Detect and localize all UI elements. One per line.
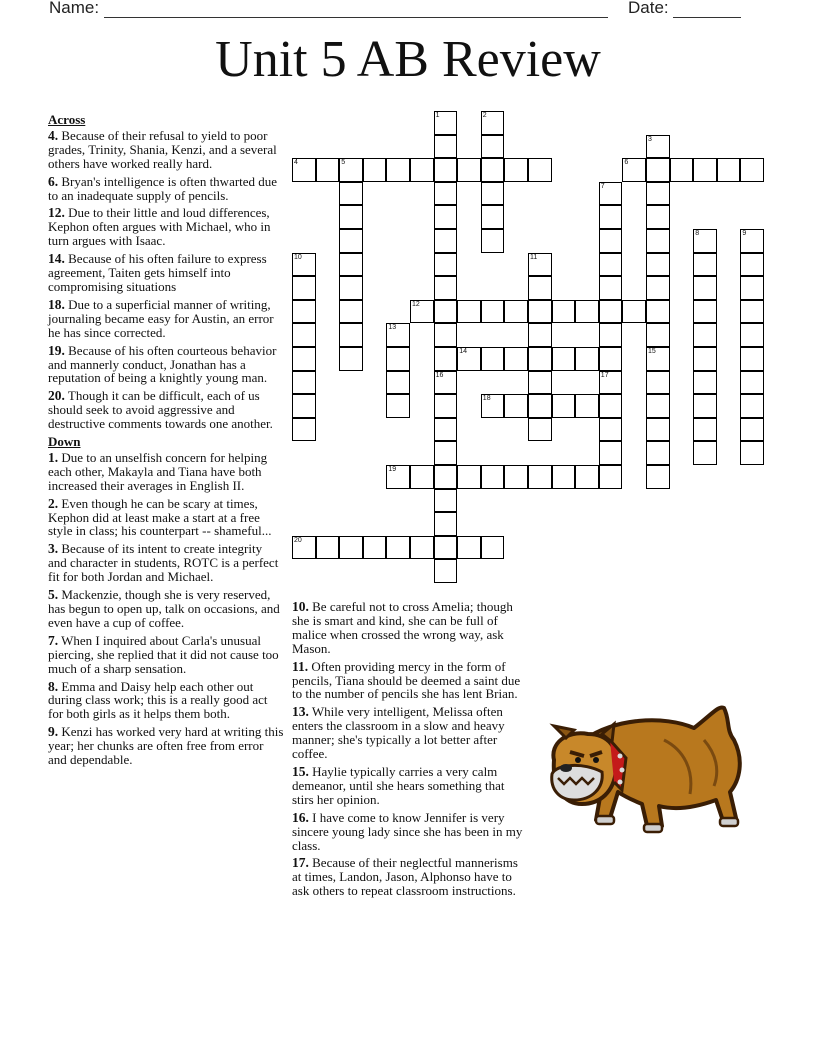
- clue-text: Emma and Daisy help each other out during class work; this is a really good act for both girls as it helps them both.: [48, 678, 268, 722]
- grid-cell[interactable]: [504, 394, 528, 418]
- clue-number: 5.: [48, 587, 59, 603]
- grid-cell[interactable]: [434, 205, 458, 229]
- grid-cell[interactable]: [646, 253, 670, 277]
- grid-cell[interactable]: [599, 465, 623, 489]
- clue-number: 18.: [48, 296, 65, 312]
- grid-cell[interactable]: [693, 300, 717, 324]
- cell-number: 9: [742, 230, 747, 237]
- clue-number: 9.: [48, 724, 59, 740]
- grid-cell[interactable]: [646, 229, 670, 253]
- clue-text: Due to a superficial manner of writing, journaling became easy for Austin, an error he has since corrected.: [48, 296, 274, 340]
- grid-cell[interactable]: [599, 418, 623, 442]
- grid-cell[interactable]: [457, 158, 481, 182]
- clue-number: 15.: [292, 763, 309, 779]
- grid-cell[interactable]: [528, 394, 552, 418]
- grid-cell[interactable]: [292, 158, 316, 182]
- grid-cell[interactable]: [599, 394, 623, 418]
- cell-number: 1: [435, 112, 440, 119]
- grid-cell[interactable]: [693, 229, 717, 253]
- clue-text: Kenzi has worked very hard at writing this year; her chunks are often free from error and dependable.: [48, 724, 284, 768]
- grid-cell[interactable]: [693, 441, 717, 465]
- clue-item: [48, 497, 284, 539]
- grid-cell[interactable]: [386, 465, 410, 489]
- grid-cell[interactable]: [693, 371, 717, 395]
- clue-text: Bryan's intelligence is often thwarted due to an inadequate supply of pencils.: [48, 173, 278, 203]
- down-clue-list: [48, 451, 284, 767]
- grid-cell[interactable]: [740, 253, 764, 277]
- page-title: Unit 5 AB Review: [215, 31, 601, 88]
- clue-item: [48, 129, 284, 171]
- clue-number: 8.: [48, 678, 59, 694]
- clue-text: When I inquired about Carla's unusual piercing, she replied that it did not cause too much of a sharp sensation.: [48, 632, 279, 676]
- grid-cell[interactable]: [434, 394, 458, 418]
- clue-item: [48, 206, 284, 248]
- grid-cell[interactable]: [292, 536, 316, 560]
- grid-cell[interactable]: [646, 418, 670, 442]
- grid-cell[interactable]: [740, 418, 764, 442]
- grid-cell[interactable]: [528, 253, 552, 277]
- grid-cell[interactable]: [481, 205, 505, 229]
- cell-number: 2: [482, 112, 487, 119]
- grid-cell[interactable]: [434, 182, 458, 206]
- grid-cell[interactable]: [528, 300, 552, 324]
- grid-cell[interactable]: [646, 158, 670, 182]
- grid-cell[interactable]: [693, 276, 717, 300]
- grid-cell[interactable]: [386, 347, 410, 371]
- clue-number: 12.: [48, 205, 65, 221]
- cell-number: 10: [294, 253, 302, 261]
- grid-cell[interactable]: [292, 347, 316, 371]
- cell-number: 20: [294, 536, 302, 544]
- cell-number: 16: [435, 371, 444, 379]
- grid-cell[interactable]: [457, 347, 481, 371]
- cell-number: 12: [412, 300, 420, 308]
- clue-item: [48, 298, 284, 340]
- clue-item: [48, 725, 284, 767]
- cell-number: 14: [459, 348, 467, 355]
- grid-cell[interactable]: [386, 536, 410, 560]
- grid-cell[interactable]: [339, 323, 363, 347]
- grid-cell[interactable]: [504, 347, 528, 371]
- grid-cell[interactable]: [693, 347, 717, 371]
- grid-cell[interactable]: [693, 253, 717, 277]
- grid-cell[interactable]: [740, 371, 764, 395]
- grid-cell[interactable]: [599, 441, 623, 465]
- grid-cell[interactable]: [646, 300, 670, 324]
- grid-cell[interactable]: [575, 347, 599, 371]
- grid-cell[interactable]: [646, 465, 670, 489]
- grid-cell[interactable]: [316, 536, 340, 560]
- grid-cell[interactable]: [434, 323, 458, 347]
- clue-item: [48, 542, 284, 584]
- grid-cell[interactable]: [693, 418, 717, 442]
- grid-cell[interactable]: [504, 465, 528, 489]
- grid-cell[interactable]: [339, 158, 363, 182]
- cell-number: 8: [695, 230, 700, 237]
- grid-cell[interactable]: [670, 158, 694, 182]
- grid-cell[interactable]: [528, 418, 552, 442]
- grid-cell[interactable]: [646, 347, 670, 371]
- grid-cell[interactable]: [622, 300, 646, 324]
- clue-number: 3.: [48, 541, 59, 557]
- clue-item: [48, 588, 284, 630]
- grid-cell[interactable]: [481, 300, 505, 324]
- clue-number: 1.: [48, 449, 59, 465]
- clue-text: Be careful not to cross Amelia; though she is smart and kind, she can be full of malice when crossed the wrong way, ask Mason.: [292, 599, 513, 656]
- cell-number: 3: [648, 135, 652, 143]
- grid-cell[interactable]: [292, 253, 316, 277]
- grid-cell[interactable]: [504, 300, 528, 324]
- clue-text: Mackenzie, though she is very reserved, has begun to open up, talk on occasions, and even have a cup of coffee.: [48, 587, 280, 630]
- name-label: Name:: [49, 0, 100, 17]
- clue-text: Because of its intent to create integrity and character in students, ROTC is a perfect fit for both Jordan and Michael.: [48, 541, 279, 585]
- clue-number: 20.: [48, 388, 65, 404]
- grid-cell[interactable]: [552, 300, 576, 324]
- clue-item: [292, 856, 526, 898]
- clue-item: [292, 660, 526, 702]
- clue-text: While very intelligent, Melissa often enters the classroom in a slow and heavy manner; she's typically a lot better after coffee.: [292, 704, 505, 762]
- grid-cell[interactable]: [528, 465, 552, 489]
- clue-number: 11.: [292, 658, 309, 674]
- down-heading: Down: [48, 434, 81, 450]
- clue-text: Due to an unselfish concern for helping each other, Makayla and Tiana have both increased their averages in English II.: [48, 449, 268, 493]
- cell-number: 7: [600, 182, 605, 190]
- grid-cell[interactable]: [740, 158, 764, 182]
- grid-cell[interactable]: [386, 394, 410, 418]
- grid-cell[interactable]: [481, 536, 505, 560]
- clue-text: Haylie typically carries a very calm demeanor, until she hears something that stirs her opinion.: [292, 763, 505, 807]
- clue-item: [48, 680, 284, 722]
- grid-cell[interactable]: [528, 347, 552, 371]
- grid-cell[interactable]: [292, 300, 316, 324]
- grid-cell[interactable]: [292, 394, 316, 418]
- grid-cell[interactable]: [528, 371, 552, 395]
- grid-cell[interactable]: [339, 300, 363, 324]
- grid-cell[interactable]: [599, 182, 623, 206]
- grid-cell[interactable]: [339, 276, 363, 300]
- date-label: Date:: [628, 0, 669, 17]
- clue-number: 19.: [48, 342, 65, 358]
- grid-cell[interactable]: [339, 229, 363, 253]
- clue-item: [48, 252, 284, 294]
- clue-number: 6.: [48, 173, 59, 189]
- grid-cell[interactable]: [434, 465, 458, 489]
- grid-cell[interactable]: [434, 441, 458, 465]
- clues-column-right: [292, 600, 526, 902]
- bulldog-mascot: [544, 700, 750, 840]
- grid-cell[interactable]: [599, 253, 623, 277]
- grid-cell[interactable]: [434, 253, 458, 277]
- grid-cell[interactable]: [528, 158, 552, 182]
- grid-cell[interactable]: [434, 229, 458, 253]
- grid-cell[interactable]: [457, 300, 481, 324]
- grid-cell[interactable]: [717, 158, 741, 182]
- grid-cell[interactable]: [339, 205, 363, 229]
- grid-cell[interactable]: [599, 300, 623, 324]
- clue-item: [48, 389, 284, 431]
- cell-number: 4: [294, 159, 298, 167]
- grid-cell[interactable]: [434, 512, 458, 536]
- clue-item: [292, 600, 526, 656]
- clue-item: [48, 451, 284, 493]
- grid-cell[interactable]: [599, 276, 623, 300]
- grid-cell[interactable]: [646, 323, 670, 347]
- grid-cell[interactable]: [363, 536, 387, 560]
- grid-cell[interactable]: [292, 323, 316, 347]
- grid-cell[interactable]: [575, 300, 599, 324]
- grid-cell[interactable]: [339, 182, 363, 206]
- cell-number: 11: [530, 253, 538, 261]
- clue-text: Often providing mercy in the form of pencils, Tiana should be deemed a saint due to the number of pencils she has lent Brian.: [292, 658, 521, 702]
- clue-item: [48, 175, 284, 203]
- clue-number: 13.: [292, 704, 309, 720]
- grid-cell[interactable]: [363, 158, 387, 182]
- grid-cell[interactable]: [552, 347, 576, 371]
- clue-text: Though it can be difficult, each of us should seek to avoid aggressive and destructive comments towards one another.: [48, 388, 273, 432]
- grid-cell[interactable]: [481, 111, 505, 135]
- grid-cell[interactable]: [646, 441, 670, 465]
- clue-text: Because of their refusal to yield to poor grades, Trinity, Shania, Kenzi, and a several others have worked really hard.: [48, 127, 277, 171]
- grid-cell[interactable]: [481, 158, 505, 182]
- grid-cell[interactable]: [740, 323, 764, 347]
- grid-cell[interactable]: [434, 559, 458, 583]
- grid-cell[interactable]: [740, 300, 764, 324]
- grid-cell[interactable]: [457, 465, 481, 489]
- grid-cell[interactable]: [646, 394, 670, 418]
- grid-cell[interactable]: [386, 323, 410, 347]
- across-clue-list: [48, 129, 284, 431]
- grid-cell[interactable]: [504, 158, 528, 182]
- grid-cell[interactable]: [740, 276, 764, 300]
- cell-number: 17: [600, 371, 609, 379]
- cell-number: 13: [388, 324, 397, 332]
- clue-text: Even though he can be scary at times, Kephon did at least make a start at a free style in class; his counterpart -- shameful...: [48, 495, 272, 539]
- grid-cell[interactable]: [575, 394, 599, 418]
- grid-cell[interactable]: [481, 135, 505, 159]
- cell-number: 18: [482, 395, 491, 403]
- clue-number: 7.: [48, 632, 59, 648]
- grid-cell[interactable]: [292, 371, 316, 395]
- grid-cell[interactable]: [386, 158, 410, 182]
- grid-cell[interactable]: [410, 300, 434, 324]
- grid-cell[interactable]: [434, 300, 458, 324]
- clue-text: Because of their neglectful mannerisms at times, Landon, Jason, Alphonso have to ask others to repeat classroom instructions.: [292, 855, 518, 899]
- clue-text: Because of his often courteous behavior and mannerly conduct, Jonathan has a reputation of being a knightly young man.: [48, 342, 277, 386]
- cell-number: 5: [341, 159, 346, 167]
- clues-column-left: [48, 113, 284, 771]
- grid-cell[interactable]: [599, 229, 623, 253]
- grid-cell[interactable]: [434, 536, 458, 560]
- grid-cell[interactable]: [434, 158, 458, 182]
- grid-cell[interactable]: [740, 347, 764, 371]
- grid-cell[interactable]: [434, 489, 458, 513]
- clue-item: [292, 765, 526, 807]
- grid-cell[interactable]: [481, 182, 505, 206]
- grid-cell[interactable]: [410, 536, 434, 560]
- grid-cell[interactable]: [646, 276, 670, 300]
- grid-cell[interactable]: [528, 276, 552, 300]
- clue-number: 16.: [292, 809, 309, 825]
- grid-cell[interactable]: [434, 111, 458, 135]
- grid-cell[interactable]: [646, 205, 670, 229]
- grid-cell[interactable]: [740, 441, 764, 465]
- grid-cell[interactable]: [740, 394, 764, 418]
- clue-item: [292, 811, 526, 853]
- grid-cell[interactable]: [339, 536, 363, 560]
- grid-cell[interactable]: [386, 371, 410, 395]
- grid-cell[interactable]: [339, 253, 363, 277]
- grid-cell[interactable]: [292, 276, 316, 300]
- grid-cell[interactable]: [646, 371, 670, 395]
- grid-cell[interactable]: [481, 465, 505, 489]
- grid-cell[interactable]: [481, 347, 505, 371]
- grid-cell[interactable]: [599, 205, 623, 229]
- grid-cell[interactable]: [622, 158, 646, 182]
- grid-cell[interactable]: [575, 465, 599, 489]
- clue-item: [48, 634, 284, 676]
- clue-number: 10.: [292, 599, 309, 614]
- grid-cell[interactable]: [693, 394, 717, 418]
- grid-cell[interactable]: [552, 394, 576, 418]
- cell-number: 19: [388, 466, 397, 473]
- name-line[interactable]: [104, 17, 608, 18]
- grid-cell[interactable]: [410, 158, 434, 182]
- date-line[interactable]: [673, 17, 741, 18]
- cell-number: 6: [624, 159, 629, 167]
- grid-cell[interactable]: [599, 371, 623, 395]
- grid-cell[interactable]: [434, 347, 458, 371]
- grid-cell[interactable]: [457, 536, 481, 560]
- grid-cell[interactable]: [339, 347, 363, 371]
- grid-cell[interactable]: [646, 182, 670, 206]
- clue-number: 4.: [48, 127, 59, 143]
- grid-cell[interactable]: [410, 465, 434, 489]
- clue-item: [292, 705, 526, 761]
- grid-cell[interactable]: [434, 276, 458, 300]
- clue-number: 2.: [48, 495, 59, 511]
- grid-cell[interactable]: [693, 323, 717, 347]
- grid-cell[interactable]: [316, 158, 340, 182]
- grid-cell[interactable]: [481, 229, 505, 253]
- grid-cell[interactable]: [693, 158, 717, 182]
- grid-cell[interactable]: [481, 394, 505, 418]
- grid-cell[interactable]: [552, 465, 576, 489]
- grid-cell[interactable]: [292, 418, 316, 442]
- clue-text: Because of his often failure to express agreement, Taiten gets himself into compromising situations: [48, 251, 267, 294]
- grid-cell[interactable]: [599, 323, 623, 347]
- grid-cell[interactable]: [528, 323, 552, 347]
- clue-number: 14.: [48, 251, 65, 267]
- grid-cell[interactable]: [434, 418, 458, 442]
- grid-cell[interactable]: [434, 135, 458, 159]
- clue-text: Due to their little and loud differences, Kephon often argues with Michael, who in turn argues with Isaac.: [48, 205, 271, 249]
- across-heading: Across: [48, 112, 86, 127]
- grid-cell[interactable]: [740, 229, 764, 253]
- grid-cell[interactable]: [599, 347, 623, 371]
- clue-text: I have come to know Jennifer is very sincere young lady since she has been in my class.: [292, 809, 523, 853]
- cell-number: 15: [648, 348, 656, 355]
- down-clue-list-continued: [292, 600, 526, 898]
- grid-cell[interactable]: [434, 371, 458, 395]
- clue-item: [48, 344, 284, 386]
- clue-number: 17.: [292, 855, 309, 871]
- grid-cell[interactable]: [646, 135, 670, 159]
